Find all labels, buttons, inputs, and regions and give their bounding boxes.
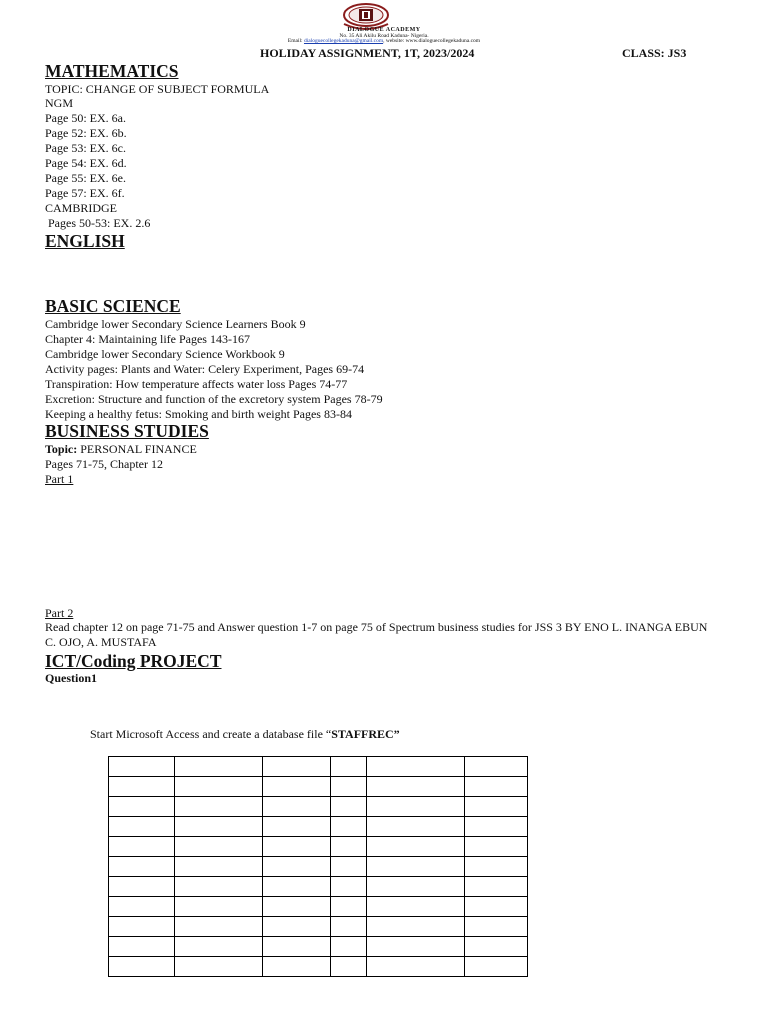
- table-cell: [367, 917, 465, 937]
- table-cell: [109, 877, 175, 897]
- table-cell: [331, 957, 367, 977]
- table-row: [109, 837, 528, 857]
- table-row: [109, 817, 528, 837]
- science-line: Transpiration: How temperature affects water loss Pages 74-77: [45, 377, 348, 391]
- math-line: Pages 50-53: EX. 2.6: [48, 216, 151, 230]
- table-cell: [465, 917, 528, 937]
- table-cell: [367, 777, 465, 797]
- business-topic: [45, 442, 197, 456]
- table-cell: [367, 837, 465, 857]
- table-cell: [465, 837, 528, 857]
- table-cell: [465, 757, 528, 777]
- table-cell: [331, 917, 367, 937]
- table-cell: [331, 897, 367, 917]
- table-row: [109, 757, 528, 777]
- math-line: Page 55: EX. 6e.: [45, 171, 126, 185]
- table-cell: [175, 777, 263, 797]
- school-contact: [0, 38, 768, 44]
- table-row: [109, 797, 528, 817]
- table-cell: [367, 937, 465, 957]
- class-label: CLASS: JS3: [622, 46, 687, 60]
- table-cell: [175, 877, 263, 897]
- table-cell: [109, 817, 175, 837]
- table-row: [109, 897, 528, 917]
- table-cell: [175, 957, 263, 977]
- table-row: [109, 917, 528, 937]
- table-cell: [465, 937, 528, 957]
- math-line: NGM: [45, 96, 74, 110]
- table-cell: [175, 757, 263, 777]
- email-label: Email:: [287, 38, 303, 44]
- email-link[interactable]: dialoguecollegekaduna@gmail.com: [303, 38, 384, 44]
- table-cell: [331, 837, 367, 857]
- ict-instruction-filename: STAFFREC”: [331, 727, 400, 741]
- business-pages: Pages 71-75, Chapter 12: [45, 457, 163, 471]
- table-cell: [367, 757, 465, 777]
- business-part2-text: Read chapter 12 on page 71-75 and Answer question 1-7 on page 75 of Spectrum business studies for JSS 3 BY ENO L. INANGA EBUN C. OJO, A. MUSTAFA: [45, 620, 708, 649]
- table-cell: [175, 857, 263, 877]
- math-line: Page 50: EX. 6a.: [45, 111, 126, 125]
- table-cell: [331, 857, 367, 877]
- table-cell: [263, 877, 331, 897]
- website-label: , website:: [383, 38, 405, 44]
- table-cell: [331, 777, 367, 797]
- table-cell: [263, 917, 331, 937]
- table-cell: [109, 857, 175, 877]
- table-cell: [367, 817, 465, 837]
- ict-instruction: [90, 727, 400, 742]
- table-cell: [331, 817, 367, 837]
- table-cell: [367, 797, 465, 817]
- table-cell: [263, 797, 331, 817]
- table-cell: [367, 957, 465, 977]
- table-cell: [367, 897, 465, 917]
- table-cell: [175, 937, 263, 957]
- table-cell: [109, 957, 175, 977]
- school-address: No. 35 Ali Akilu Road Kaduna- Nigeria.: [339, 33, 429, 39]
- document-title: HOLIDAY ASSIGNMENT, 1T, 2023/2024: [260, 46, 475, 60]
- table-row: [109, 937, 528, 957]
- table-cell: [331, 757, 367, 777]
- math-line: Page 54: EX. 6d.: [45, 156, 127, 170]
- table-row: [109, 777, 528, 797]
- science-line: Activity pages: Plants and Water: Celery Experiment, Pages 69-74: [45, 362, 365, 376]
- staff-records-table: [108, 756, 528, 977]
- heading-ict: ICT/Coding PROJECT: [45, 651, 222, 671]
- math-line: Page 52: EX. 6b.: [45, 126, 127, 140]
- table-cell: [263, 857, 331, 877]
- table-cell: [175, 837, 263, 857]
- science-line: Keeping a healthy fetus: Smoking and birth weight Pages 83-84: [45, 407, 352, 421]
- table-cell: [263, 777, 331, 797]
- science-line: Chapter 4: Maintaining life Pages 143-167: [45, 332, 250, 346]
- table-cell: [263, 957, 331, 977]
- heading-basic-science: BASIC SCIENCE: [45, 296, 181, 316]
- ict-question: Question1: [45, 671, 98, 685]
- table-cell: [465, 817, 528, 837]
- table-cell: [465, 857, 528, 877]
- website-link[interactable]: www.dialoguecollegekaduna.com: [405, 38, 481, 44]
- heading-english: ENGLISH: [45, 231, 125, 251]
- heading-mathematics: MATHEMATICS: [45, 61, 179, 81]
- table-cell: [465, 897, 528, 917]
- table-cell: [109, 757, 175, 777]
- science-line: Cambridge lower Secondary Science Learners Book 9: [45, 317, 306, 331]
- business-topic-value: PERSONAL FINANCE: [77, 442, 197, 456]
- table-cell: [263, 757, 331, 777]
- table-cell: [109, 897, 175, 917]
- table-cell: [109, 937, 175, 957]
- table-row: [109, 957, 528, 977]
- table-cell: [465, 877, 528, 897]
- table-row: [109, 877, 528, 897]
- table-cell: [331, 797, 367, 817]
- ict-instruction-text: Start Microsoft Access and create a database file “: [90, 727, 332, 741]
- table-cell: [263, 897, 331, 917]
- table-cell: [109, 837, 175, 857]
- math-line: Page 53: EX. 6c.: [45, 141, 126, 155]
- math-topic: TOPIC: CHANGE OF SUBJECT FORMULA: [45, 82, 270, 96]
- table-cell: [175, 917, 263, 937]
- table-row: [109, 857, 528, 877]
- table-cell: [175, 797, 263, 817]
- table-cell: [367, 877, 465, 897]
- table-cell: [465, 797, 528, 817]
- table-cell: [175, 897, 263, 917]
- table-cell: [367, 857, 465, 877]
- table-cell: [109, 917, 175, 937]
- school-name: DIALOGUE ACADEMY: [347, 27, 421, 33]
- table-cell: [331, 937, 367, 957]
- table-cell: [263, 837, 331, 857]
- business-part1: Part 1: [45, 472, 74, 486]
- table-cell: [109, 777, 175, 797]
- heading-business-studies: BUSINESS STUDIES: [45, 421, 209, 441]
- business-topic-label: Topic:: [45, 442, 78, 456]
- business-part2: Part 2: [45, 606, 74, 620]
- table-cell: [109, 797, 175, 817]
- table-cell: [263, 817, 331, 837]
- math-line: Page 57: EX. 6f.: [45, 186, 125, 200]
- table-cell: [263, 937, 331, 957]
- science-line: Excretion: Structure and function of the excretory system Pages 78-79: [45, 392, 383, 406]
- table-cell: [175, 817, 263, 837]
- table-cell: [465, 777, 528, 797]
- math-line: CAMBRIDGE: [45, 201, 118, 215]
- table-cell: [331, 877, 367, 897]
- table-cell: [465, 957, 528, 977]
- science-line: Cambridge lower Secondary Science Workbook 9: [45, 347, 285, 361]
